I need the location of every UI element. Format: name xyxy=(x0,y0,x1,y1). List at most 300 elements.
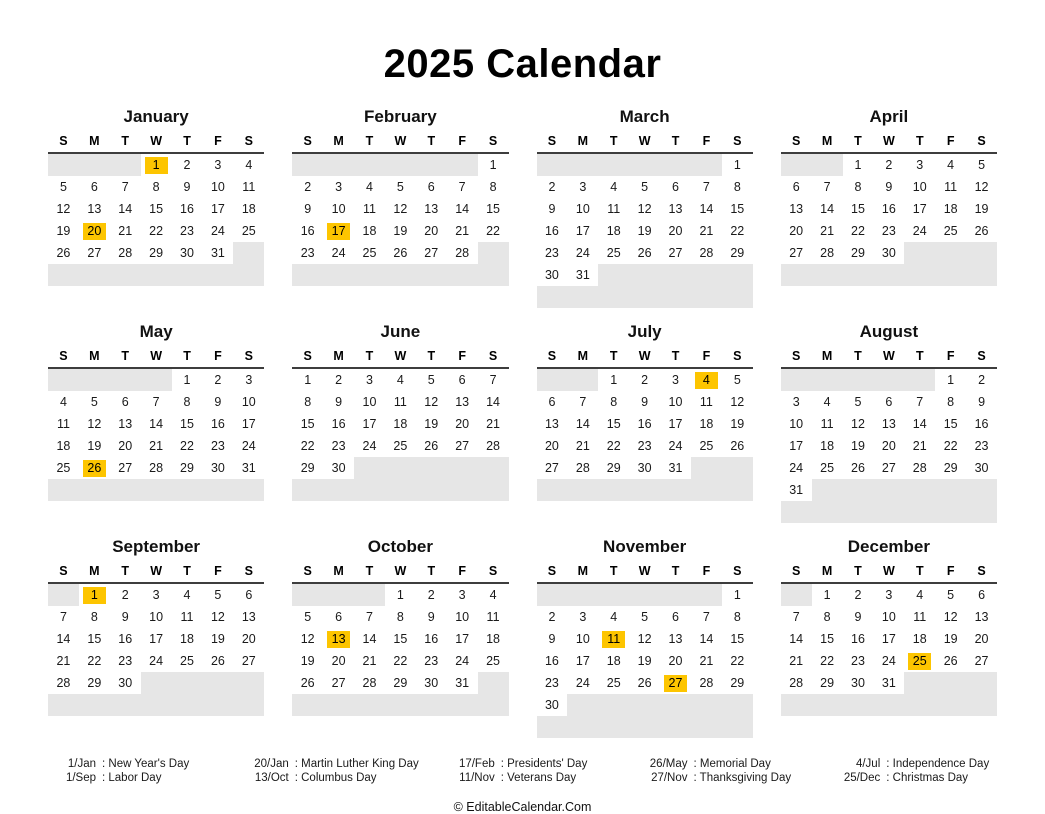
day-cell[interactable] xyxy=(172,242,203,264)
day-cell[interactable] xyxy=(691,176,722,198)
day-cell[interactable] xyxy=(598,242,629,264)
day-cell[interactable] xyxy=(629,672,660,694)
day-cell[interactable] xyxy=(48,391,79,413)
day-cell[interactable] xyxy=(567,650,598,672)
day-cell[interactable] xyxy=(567,391,598,413)
day-cell[interactable] xyxy=(843,198,874,220)
day-cell[interactable] xyxy=(447,583,478,606)
day-cell[interactable] xyxy=(781,628,812,650)
day-cell[interactable] xyxy=(660,176,691,198)
day-cell[interactable] xyxy=(233,413,264,435)
day-cell[interactable] xyxy=(843,242,874,264)
day-cell[interactable] xyxy=(781,457,812,479)
day-cell[interactable] xyxy=(598,650,629,672)
day-cell[interactable] xyxy=(385,435,416,457)
day-cell[interactable] xyxy=(416,628,447,650)
holiday-day-cell[interactable] xyxy=(323,628,354,650)
day-cell[interactable] xyxy=(79,391,110,413)
day-cell[interactable] xyxy=(416,606,447,628)
day-cell[interactable] xyxy=(537,672,568,694)
day-cell[interactable] xyxy=(141,606,172,628)
day-cell[interactable] xyxy=(812,220,843,242)
day-cell[interactable] xyxy=(110,628,141,650)
day-cell[interactable] xyxy=(781,391,812,413)
day-cell[interactable] xyxy=(873,198,904,220)
day-cell[interactable] xyxy=(141,220,172,242)
day-cell[interactable] xyxy=(812,198,843,220)
day-cell[interactable] xyxy=(722,672,753,694)
day-cell[interactable] xyxy=(812,606,843,628)
day-cell[interactable] xyxy=(292,650,323,672)
day-cell[interactable] xyxy=(598,606,629,628)
day-cell[interactable] xyxy=(478,220,509,242)
day-cell[interactable] xyxy=(537,694,568,716)
day-cell[interactable] xyxy=(537,264,568,286)
day-cell[interactable] xyxy=(478,176,509,198)
day-cell[interactable] xyxy=(567,264,598,286)
day-cell[interactable] xyxy=(233,198,264,220)
day-cell[interactable] xyxy=(110,606,141,628)
day-cell[interactable] xyxy=(172,413,203,435)
day-cell[interactable] xyxy=(172,391,203,413)
day-cell[interactable] xyxy=(660,457,691,479)
holiday-day-cell[interactable] xyxy=(141,153,172,176)
day-cell[interactable] xyxy=(812,672,843,694)
day-cell[interactable] xyxy=(567,457,598,479)
holiday-day-cell[interactable] xyxy=(79,457,110,479)
day-cell[interactable] xyxy=(233,153,264,176)
day-cell[interactable] xyxy=(202,650,233,672)
day-cell[interactable] xyxy=(781,220,812,242)
day-cell[interactable] xyxy=(79,176,110,198)
holiday-day-cell[interactable] xyxy=(598,628,629,650)
day-cell[interactable] xyxy=(48,242,79,264)
day-cell[interactable] xyxy=(292,176,323,198)
day-cell[interactable] xyxy=(691,242,722,264)
day-cell[interactable] xyxy=(323,176,354,198)
day-cell[interactable] xyxy=(233,628,264,650)
day-cell[interactable] xyxy=(629,198,660,220)
day-cell[interactable] xyxy=(323,198,354,220)
day-cell[interactable] xyxy=(385,198,416,220)
day-cell[interactable] xyxy=(447,220,478,242)
day-cell[interactable] xyxy=(567,435,598,457)
day-cell[interactable] xyxy=(79,242,110,264)
day-cell[interactable] xyxy=(354,198,385,220)
day-cell[interactable] xyxy=(447,242,478,264)
day-cell[interactable] xyxy=(416,391,447,413)
day-cell[interactable] xyxy=(843,628,874,650)
day-cell[interactable] xyxy=(354,176,385,198)
day-cell[interactable] xyxy=(292,391,323,413)
day-cell[interactable] xyxy=(447,391,478,413)
day-cell[interactable] xyxy=(385,583,416,606)
day-cell[interactable] xyxy=(110,672,141,694)
day-cell[interactable] xyxy=(48,220,79,242)
day-cell[interactable] xyxy=(416,242,447,264)
day-cell[interactable] xyxy=(904,435,935,457)
day-cell[interactable] xyxy=(567,220,598,242)
day-cell[interactable] xyxy=(202,606,233,628)
day-cell[interactable] xyxy=(141,628,172,650)
day-cell[interactable] xyxy=(292,198,323,220)
day-cell[interactable] xyxy=(935,391,966,413)
day-cell[interactable] xyxy=(722,583,753,606)
day-cell[interactable] xyxy=(447,650,478,672)
day-cell[interactable] xyxy=(935,220,966,242)
day-cell[interactable] xyxy=(292,242,323,264)
day-cell[interactable] xyxy=(172,198,203,220)
day-cell[interactable] xyxy=(323,457,354,479)
day-cell[interactable] xyxy=(873,583,904,606)
day-cell[interactable] xyxy=(292,457,323,479)
day-cell[interactable] xyxy=(48,606,79,628)
day-cell[interactable] xyxy=(812,391,843,413)
day-cell[interactable] xyxy=(416,413,447,435)
day-cell[interactable] xyxy=(202,242,233,264)
day-cell[interactable] xyxy=(567,176,598,198)
day-cell[interactable] xyxy=(202,176,233,198)
day-cell[interactable] xyxy=(110,391,141,413)
day-cell[interactable] xyxy=(904,413,935,435)
day-cell[interactable] xyxy=(79,628,110,650)
day-cell[interactable] xyxy=(537,198,568,220)
day-cell[interactable] xyxy=(537,628,568,650)
day-cell[interactable] xyxy=(691,413,722,435)
day-cell[interactable] xyxy=(416,650,447,672)
day-cell[interactable] xyxy=(354,672,385,694)
day-cell[interactable] xyxy=(48,198,79,220)
day-cell[interactable] xyxy=(385,368,416,391)
day-cell[interactable] xyxy=(598,198,629,220)
day-cell[interactable] xyxy=(537,242,568,264)
day-cell[interactable] xyxy=(935,457,966,479)
day-cell[interactable] xyxy=(629,413,660,435)
day-cell[interactable] xyxy=(935,198,966,220)
day-cell[interactable] xyxy=(233,457,264,479)
day-cell[interactable] xyxy=(447,413,478,435)
day-cell[interactable] xyxy=(48,457,79,479)
day-cell[interactable] xyxy=(233,583,264,606)
day-cell[interactable] xyxy=(354,628,385,650)
day-cell[interactable] xyxy=(292,628,323,650)
day-cell[interactable] xyxy=(202,628,233,650)
day-cell[interactable] xyxy=(202,368,233,391)
day-cell[interactable] xyxy=(873,606,904,628)
day-cell[interactable] xyxy=(416,176,447,198)
day-cell[interactable] xyxy=(629,457,660,479)
day-cell[interactable] xyxy=(354,242,385,264)
day-cell[interactable] xyxy=(722,413,753,435)
day-cell[interactable] xyxy=(598,220,629,242)
day-cell[interactable] xyxy=(812,242,843,264)
day-cell[interactable] xyxy=(691,606,722,628)
day-cell[interactable] xyxy=(141,435,172,457)
day-cell[interactable] xyxy=(48,672,79,694)
day-cell[interactable] xyxy=(110,435,141,457)
day-cell[interactable] xyxy=(691,220,722,242)
day-cell[interactable] xyxy=(141,242,172,264)
day-cell[interactable] xyxy=(660,220,691,242)
day-cell[interactable] xyxy=(873,391,904,413)
day-cell[interactable] xyxy=(110,242,141,264)
day-cell[interactable] xyxy=(48,628,79,650)
day-cell[interactable] xyxy=(202,198,233,220)
day-cell[interactable] xyxy=(233,606,264,628)
day-cell[interactable] xyxy=(966,650,997,672)
day-cell[interactable] xyxy=(292,413,323,435)
day-cell[interactable] xyxy=(843,220,874,242)
day-cell[interactable] xyxy=(873,628,904,650)
day-cell[interactable] xyxy=(598,435,629,457)
day-cell[interactable] xyxy=(904,220,935,242)
day-cell[interactable] xyxy=(629,242,660,264)
day-cell[interactable] xyxy=(202,583,233,606)
day-cell[interactable] xyxy=(141,391,172,413)
day-cell[interactable] xyxy=(292,368,323,391)
day-cell[interactable] xyxy=(537,606,568,628)
day-cell[interactable] xyxy=(904,628,935,650)
day-cell[interactable] xyxy=(935,176,966,198)
day-cell[interactable] xyxy=(478,413,509,435)
day-cell[interactable] xyxy=(691,391,722,413)
day-cell[interactable] xyxy=(172,435,203,457)
day-cell[interactable] xyxy=(385,672,416,694)
day-cell[interactable] xyxy=(110,583,141,606)
day-cell[interactable] xyxy=(935,413,966,435)
day-cell[interactable] xyxy=(172,606,203,628)
day-cell[interactable] xyxy=(966,153,997,176)
day-cell[interactable] xyxy=(629,176,660,198)
day-cell[interactable] xyxy=(843,153,874,176)
day-cell[interactable] xyxy=(292,435,323,457)
day-cell[interactable] xyxy=(323,242,354,264)
day-cell[interactable] xyxy=(843,606,874,628)
day-cell[interactable] xyxy=(48,413,79,435)
day-cell[interactable] xyxy=(781,479,812,501)
day-cell[interactable] xyxy=(629,628,660,650)
day-cell[interactable] xyxy=(966,435,997,457)
day-cell[interactable] xyxy=(935,368,966,391)
day-cell[interactable] xyxy=(416,672,447,694)
day-cell[interactable] xyxy=(202,153,233,176)
day-cell[interactable] xyxy=(478,650,509,672)
day-cell[interactable] xyxy=(110,176,141,198)
day-cell[interactable] xyxy=(447,606,478,628)
holiday-day-cell[interactable] xyxy=(79,583,110,606)
day-cell[interactable] xyxy=(904,391,935,413)
day-cell[interactable] xyxy=(660,391,691,413)
day-cell[interactable] xyxy=(966,413,997,435)
day-cell[interactable] xyxy=(447,672,478,694)
day-cell[interactable] xyxy=(385,650,416,672)
day-cell[interactable] xyxy=(416,368,447,391)
day-cell[interactable] xyxy=(722,391,753,413)
day-cell[interactable] xyxy=(722,606,753,628)
day-cell[interactable] xyxy=(292,606,323,628)
day-cell[interactable] xyxy=(537,176,568,198)
day-cell[interactable] xyxy=(722,242,753,264)
day-cell[interactable] xyxy=(904,606,935,628)
day-cell[interactable] xyxy=(48,435,79,457)
day-cell[interactable] xyxy=(478,628,509,650)
day-cell[interactable] xyxy=(79,606,110,628)
day-cell[interactable] xyxy=(48,176,79,198)
day-cell[interactable] xyxy=(812,628,843,650)
day-cell[interactable] xyxy=(172,628,203,650)
holiday-day-cell[interactable] xyxy=(691,368,722,391)
day-cell[interactable] xyxy=(598,672,629,694)
day-cell[interactable] xyxy=(781,242,812,264)
day-cell[interactable] xyxy=(873,435,904,457)
day-cell[interactable] xyxy=(385,413,416,435)
day-cell[interactable] xyxy=(385,628,416,650)
day-cell[interactable] xyxy=(812,435,843,457)
day-cell[interactable] xyxy=(781,672,812,694)
day-cell[interactable] xyxy=(478,435,509,457)
day-cell[interactable] xyxy=(141,198,172,220)
day-cell[interactable] xyxy=(567,413,598,435)
day-cell[interactable] xyxy=(447,198,478,220)
day-cell[interactable] xyxy=(598,413,629,435)
day-cell[interactable] xyxy=(537,391,568,413)
day-cell[interactable] xyxy=(567,628,598,650)
day-cell[interactable] xyxy=(354,391,385,413)
day-cell[interactable] xyxy=(323,650,354,672)
day-cell[interactable] xyxy=(598,176,629,198)
day-cell[interactable] xyxy=(233,391,264,413)
day-cell[interactable] xyxy=(722,220,753,242)
day-cell[interactable] xyxy=(935,650,966,672)
day-cell[interactable] xyxy=(447,368,478,391)
day-cell[interactable] xyxy=(812,650,843,672)
day-cell[interactable] xyxy=(966,457,997,479)
day-cell[interactable] xyxy=(233,435,264,457)
day-cell[interactable] xyxy=(416,435,447,457)
day-cell[interactable] xyxy=(781,176,812,198)
day-cell[interactable] xyxy=(722,153,753,176)
day-cell[interactable] xyxy=(110,198,141,220)
day-cell[interactable] xyxy=(873,413,904,435)
day-cell[interactable] xyxy=(722,176,753,198)
day-cell[interactable] xyxy=(323,391,354,413)
day-cell[interactable] xyxy=(722,198,753,220)
day-cell[interactable] xyxy=(292,220,323,242)
day-cell[interactable] xyxy=(781,650,812,672)
day-cell[interactable] xyxy=(141,176,172,198)
day-cell[interactable] xyxy=(843,413,874,435)
day-cell[interactable] xyxy=(385,391,416,413)
day-cell[interactable] xyxy=(537,413,568,435)
day-cell[interactable] xyxy=(141,413,172,435)
day-cell[interactable] xyxy=(202,457,233,479)
day-cell[interactable] xyxy=(478,583,509,606)
day-cell[interactable] xyxy=(781,435,812,457)
day-cell[interactable] xyxy=(722,628,753,650)
day-cell[interactable] xyxy=(323,368,354,391)
day-cell[interactable] xyxy=(873,220,904,242)
day-cell[interactable] xyxy=(172,153,203,176)
day-cell[interactable] xyxy=(233,650,264,672)
day-cell[interactable] xyxy=(567,606,598,628)
holiday-day-cell[interactable] xyxy=(660,672,691,694)
day-cell[interactable] xyxy=(722,368,753,391)
day-cell[interactable] xyxy=(781,413,812,435)
day-cell[interactable] xyxy=(537,650,568,672)
day-cell[interactable] xyxy=(79,413,110,435)
day-cell[interactable] xyxy=(843,672,874,694)
day-cell[interactable] xyxy=(537,435,568,457)
day-cell[interactable] xyxy=(202,435,233,457)
day-cell[interactable] xyxy=(385,242,416,264)
day-cell[interactable] xyxy=(660,435,691,457)
day-cell[interactable] xyxy=(691,650,722,672)
day-cell[interactable] xyxy=(323,606,354,628)
day-cell[interactable] xyxy=(966,220,997,242)
day-cell[interactable] xyxy=(904,198,935,220)
day-cell[interactable] xyxy=(172,368,203,391)
day-cell[interactable] xyxy=(873,457,904,479)
day-cell[interactable] xyxy=(935,435,966,457)
day-cell[interactable] xyxy=(691,435,722,457)
holiday-day-cell[interactable] xyxy=(323,220,354,242)
day-cell[interactable] xyxy=(416,583,447,606)
day-cell[interactable] xyxy=(935,153,966,176)
day-cell[interactable] xyxy=(722,650,753,672)
day-cell[interactable] xyxy=(843,650,874,672)
holiday-day-cell[interactable] xyxy=(79,220,110,242)
day-cell[interactable] xyxy=(904,176,935,198)
day-cell[interactable] xyxy=(478,368,509,391)
holiday-day-cell[interactable] xyxy=(904,650,935,672)
day-cell[interactable] xyxy=(660,628,691,650)
day-cell[interactable] xyxy=(660,242,691,264)
day-cell[interactable] xyxy=(478,153,509,176)
day-cell[interactable] xyxy=(629,606,660,628)
day-cell[interactable] xyxy=(598,457,629,479)
day-cell[interactable] xyxy=(385,220,416,242)
day-cell[interactable] xyxy=(323,672,354,694)
day-cell[interactable] xyxy=(629,435,660,457)
day-cell[interactable] xyxy=(537,457,568,479)
day-cell[interactable] xyxy=(110,650,141,672)
day-cell[interactable] xyxy=(141,583,172,606)
day-cell[interactable] xyxy=(660,606,691,628)
day-cell[interactable] xyxy=(323,413,354,435)
day-cell[interactable] xyxy=(292,672,323,694)
day-cell[interactable] xyxy=(79,672,110,694)
day-cell[interactable] xyxy=(447,628,478,650)
day-cell[interactable] xyxy=(629,368,660,391)
day-cell[interactable] xyxy=(812,457,843,479)
day-cell[interactable] xyxy=(233,176,264,198)
day-cell[interactable] xyxy=(233,368,264,391)
day-cell[interactable] xyxy=(660,650,691,672)
day-cell[interactable] xyxy=(966,198,997,220)
day-cell[interactable] xyxy=(660,368,691,391)
day-cell[interactable] xyxy=(567,672,598,694)
day-cell[interactable] xyxy=(843,457,874,479)
day-cell[interactable] xyxy=(966,391,997,413)
day-cell[interactable] xyxy=(141,650,172,672)
day-cell[interactable] xyxy=(172,583,203,606)
day-cell[interactable] xyxy=(691,672,722,694)
day-cell[interactable] xyxy=(935,628,966,650)
day-cell[interactable] xyxy=(660,413,691,435)
day-cell[interactable] xyxy=(537,220,568,242)
day-cell[interactable] xyxy=(660,198,691,220)
day-cell[interactable] xyxy=(966,628,997,650)
